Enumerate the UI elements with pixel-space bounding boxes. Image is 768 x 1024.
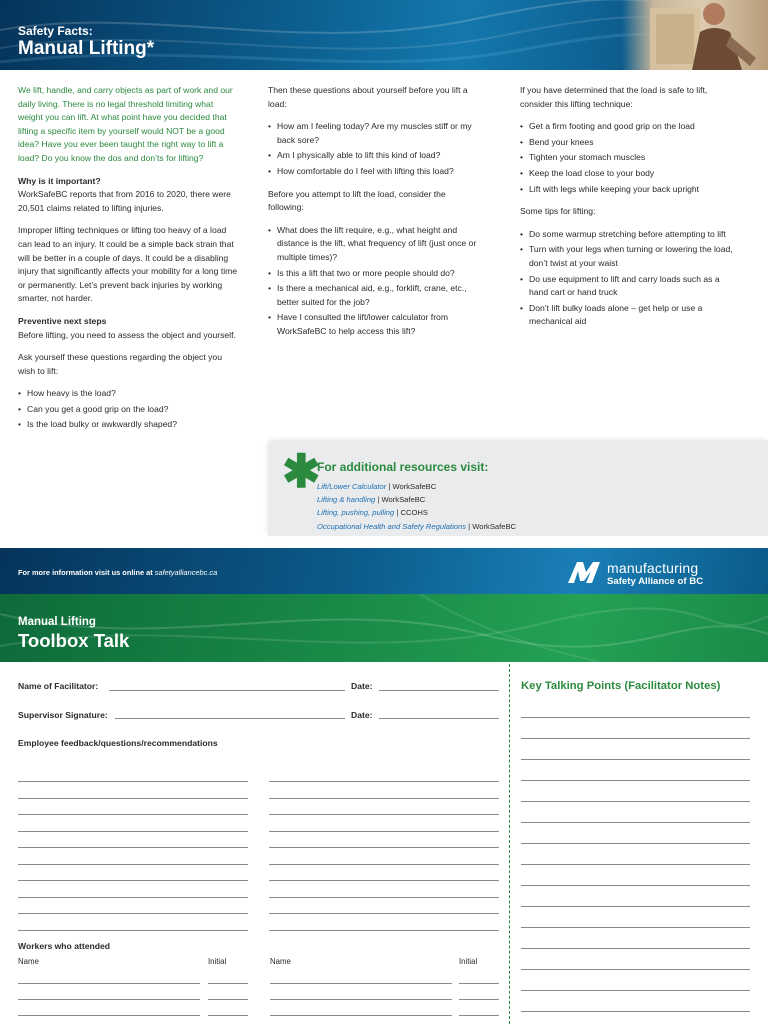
page-title: Manual Lifting* [18,38,155,59]
notes-line[interactable] [521,717,750,718]
list-item: • Lift with legs while keeping your back upright [520,183,740,197]
asterisk-icon: ✱ [282,445,321,497]
list-item: • Do use equipment to lift and carry loads such as a hand cart or hand truck [520,273,740,300]
resource-link-row [317,480,516,493]
worker-initial-line[interactable] [459,1015,499,1016]
list-item: • Do some warmup stretching before attempting to lift [520,228,740,242]
resource-link-lifting-handling[interactable]: Lifting & handling [317,495,376,505]
logo-m-icon [566,559,602,585]
resources-box [268,440,768,536]
link-separator: | [468,521,471,531]
technique-intro: If you have determined that the load is safe to lift, consider this lifting technique: [520,85,708,109]
worker-name-line[interactable] [270,1015,452,1016]
notes-line[interactable] [521,843,750,844]
date-field[interactable] [379,718,499,719]
feedback-line[interactable] [18,781,248,782]
footer-url-link[interactable]: safetyalliancebc.ca [154,568,218,577]
facilitator-name-field[interactable] [109,690,345,691]
supervisor-label: Supervisor Signature: [18,710,108,720]
feedback-line[interactable] [269,831,499,832]
notes-line[interactable] [521,738,750,739]
list-item: • Get a firm footing and good grip on the load [520,120,740,134]
name-column-label: Name [270,957,291,966]
feedback-line[interactable] [269,814,499,815]
column-3 [520,84,740,338]
logo-text-line1: manufacturing [607,560,699,576]
resource-link-ohs-regulations[interactable]: Occupational Health and Safety Regulations [317,521,467,531]
name-column-label: Name [18,957,39,966]
top-header [0,0,768,70]
notes-line[interactable] [521,906,750,907]
notes-line[interactable] [521,885,750,886]
logo-text-line2: Safety Alliance of BC [607,576,704,587]
initial-column-label: Initial [208,957,227,966]
resource-link-row [317,493,516,506]
list-item: • Tighten your stomach muscles [520,151,740,165]
preventive-heading: Preventive next steps [18,315,107,326]
feedback-line[interactable] [18,913,248,914]
resource-source: WorkSafeBC [392,482,437,491]
feedback-label: Employee feedback/questions/recommendations [18,738,218,748]
feedback-line[interactable] [269,798,499,799]
list-item: • How heavy is the load? [18,387,240,401]
list-item: • How am I feeling today? Are my muscles stiff or my back sore? [268,120,478,147]
facilitator-label: Name of Facilitator: [18,681,99,691]
notes-title: Key Talking Points (Facilitator Notes) [521,680,721,692]
notes-line[interactable] [521,948,750,949]
feedback-line[interactable] [18,880,248,881]
list-item: • Am I physically able to lift this kind of load? [268,149,478,163]
notes-line[interactable] [521,990,750,991]
resources-title: For additional resources visit: [317,460,489,474]
worker-initial-line[interactable] [459,999,499,1000]
self-questions-intro: Then these questions about yourself before you lift a load: [268,85,468,109]
date-field[interactable] [379,690,499,691]
preventive-text: Before lifting, you need to assess the object and yourself. [18,329,236,340]
toolbox-kicker: Manual Lifting [18,616,96,628]
worker-name-line[interactable] [18,983,200,984]
feedback-line[interactable] [269,913,499,914]
feedback-line[interactable] [18,831,248,832]
why-heading: Why is it important? [18,175,101,186]
feedback-line[interactable] [269,880,499,881]
column-2 [268,84,478,348]
feedback-line[interactable] [18,930,248,931]
feedback-line[interactable] [269,897,499,898]
resource-source: CCOHS [400,508,428,518]
toolbox-header [0,594,768,662]
feedback-line[interactable] [269,864,499,865]
tips-heading: Some tips for lifting: [520,206,596,217]
resource-link-lifting-pushing-pulling[interactable]: Lifting, pushing, pulling [317,508,395,518]
column-divider [509,664,510,1024]
list-item: • Don’t lift bulky loads alone – get help or use a mechanical aid [520,302,740,329]
notes-line[interactable] [521,1011,750,1012]
resource-link-lift-lower-calculator[interactable]: Lift/Lower Calculator [317,482,387,491]
intro-paragraph: We lift, handle, and carry objects as part of work and our daily living. There is no legal threshold limiting what weight you can lift. At what point have you decided that lifting a specific item by yourself would NOT be a good idea? Have you ever been taught the right way to lift a load? Do you know the dos and don’ts for lifting? [18,85,233,163]
feedback-line[interactable] [269,847,499,848]
feedback-line[interactable] [18,864,248,865]
list-item: • Can you get a good grip on the load? [18,403,240,417]
date-label: Date: [351,681,373,691]
feedback-line[interactable] [18,847,248,848]
self-questions-list [268,120,478,178]
feedback-line[interactable] [18,814,248,815]
header-kicker: Safety Facts: [18,24,93,38]
feedback-line[interactable] [269,781,499,782]
worker-initial-line[interactable] [459,983,499,984]
list-item: • What does the lift require, e.g., what height and distance is the lift, what frequency of lift (just once or multiple times)? [268,224,478,265]
list-item: • Have I consulted the lift/lower calculator from WorkSafeBC to help access this lift? [268,311,478,338]
list-item: • Turn with your legs when turning or lowering the load, don’t twist at your waist [520,243,740,270]
tips-list [520,228,740,329]
msabc-logo [566,559,746,587]
list-item: • How comfortable do I feel with lifting this load? [268,165,478,179]
resource-source: WorkSafeBC [381,495,426,505]
list-item: • Bend your knees [520,136,740,150]
footer-info [18,568,217,577]
workers-label: Workers who attended [18,941,111,951]
resource-link-row [317,520,516,533]
list-item: • Is this a lift that two or more people should do? [268,267,478,281]
worker-photo-illustration [622,0,768,70]
list-item: • Is the load bulky or awkwardly shaped? [18,418,240,432]
supervisor-signature-field[interactable] [115,718,345,719]
why-text: WorkSafeBC reports that from 2016 to 2020, there were 20,501 claims related to lifting injuries. [18,189,231,213]
notes-line[interactable] [521,780,750,781]
resource-link-row [317,506,516,519]
notes-line[interactable] [521,759,750,760]
list-item: • Is there a mechanical aid, e.g., forklift, crane, etc., better suited for the job? [268,282,478,309]
feedback-line[interactable] [269,930,499,931]
link-separator: | [388,482,391,491]
worker-photo [622,0,768,70]
link-separator: | [377,495,380,505]
technique-list [520,120,740,196]
initial-column-label: Initial [459,957,478,966]
worker-name-line[interactable] [18,999,200,1000]
resources-links [317,480,516,533]
worker-initial-line[interactable] [208,999,248,1000]
worker-name-line[interactable] [270,999,452,1000]
date-label: Date: [351,710,373,720]
footer-info-prefix: For more information visit us online at [18,568,153,577]
object-questions-list [18,387,240,432]
ask-text: Ask yourself these questions regarding the object you wish to lift: [18,352,222,376]
footer-band [0,548,768,594]
notes-line[interactable] [521,801,750,802]
improper-text: Improper lifting techniques or lifting too heavy of a load can lead to an injury. It could be a simple back strain that will be better in a couple of days. It could be a disabling injury that significantly affects your mobility for a long time or permanently. Let’s prevent back injuries by working smarter, not harder. [18,225,238,304]
notes-line[interactable] [521,864,750,865]
worker-name-line[interactable] [18,1015,200,1016]
consider-list [268,224,478,339]
column-1 [18,84,240,441]
notes-line[interactable] [521,969,750,970]
worker-initial-line[interactable] [208,983,248,984]
resource-source: WorkSafeBC [472,521,517,531]
worker-initial-line[interactable] [208,1015,248,1016]
worker-name-line[interactable] [270,983,452,984]
feedback-line[interactable] [18,798,248,799]
notes-line[interactable] [521,927,750,928]
link-separator: | [396,508,399,518]
toolbox-title: Toolbox Talk [18,630,130,651]
before-text: Before you attempt to lift the load, consider the following: [268,188,446,213]
feedback-line[interactable] [18,897,248,898]
list-item: • Keep the load close to your body [520,167,740,181]
notes-line[interactable] [521,822,750,823]
